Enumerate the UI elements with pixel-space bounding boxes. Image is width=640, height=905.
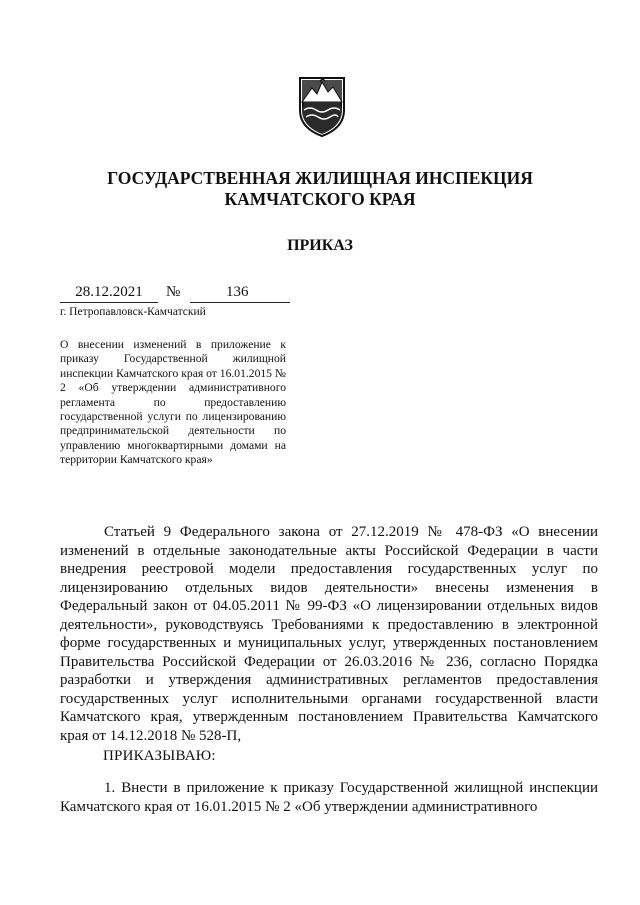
number-sign: № — [166, 284, 181, 300]
preamble-paragraph: Статьей 9 Федерального закона от 27.12.2019 № 478-ФЗ «О внесении изменений в отдельные законодательные акты Российской Федерации в части внедрения реестровой модели предоставления государственных услуг по лицензированию отдельных видов деятельности» внесены изменения в Федеральный закон от 04.05.2011 № 99-ФЗ «О лицензировании отдельных видов деятельности», руководствуясь Требованиями к предоставлению в электронной форме государственных и муниципальных услуг, утвержденных постановлением Правительства Российской Федерации от 26.03.2016 № 236, согласно Порядка разработки и утверждения административных регламентов предоставления государственных услуг исполнительными органами государственной власти Камчатского края, утвержденным постановлением Правительства Камчатского края от 14.12.2018 № 528-П, — [60, 524, 598, 744]
order-subject: О внесении изменений в приложение к приказу Государственной жилищной инспекции Камчатского края от 16.01.2015 № 2 «Об утверждении административного регламента по предоставлению государственной услуги по лицензированию предпринимательской деятельности по управлению многоквартирными домами на территории Камчатского края» — [60, 338, 286, 467]
order-directive: ПРИКАЗЫВАЮ: — [103, 748, 216, 764]
city-line: г. Петропавловск-Камчатский — [60, 306, 206, 318]
organization-title — [60, 168, 580, 210]
document-type: ПРИКАЗ — [287, 237, 353, 254]
order-item-1: 1. Внести в приложение к приказу Государственной жилищной инспекции Камчатского края от 16.01.2015 № 2 «Об утверждении административного — [60, 780, 598, 815]
organization-title-line1: ГОСУДАРСТВЕННАЯ ЖИЛИЩНАЯ ИНСПЕКЦИЯ — [107, 168, 533, 188]
order-date: 28.12.2021 — [60, 284, 158, 303]
order-number: 136 — [190, 284, 290, 303]
organization-title-line2: КАМЧАТСКОГО КРАЯ — [224, 189, 416, 209]
coat-of-arms-icon — [298, 76, 346, 138]
